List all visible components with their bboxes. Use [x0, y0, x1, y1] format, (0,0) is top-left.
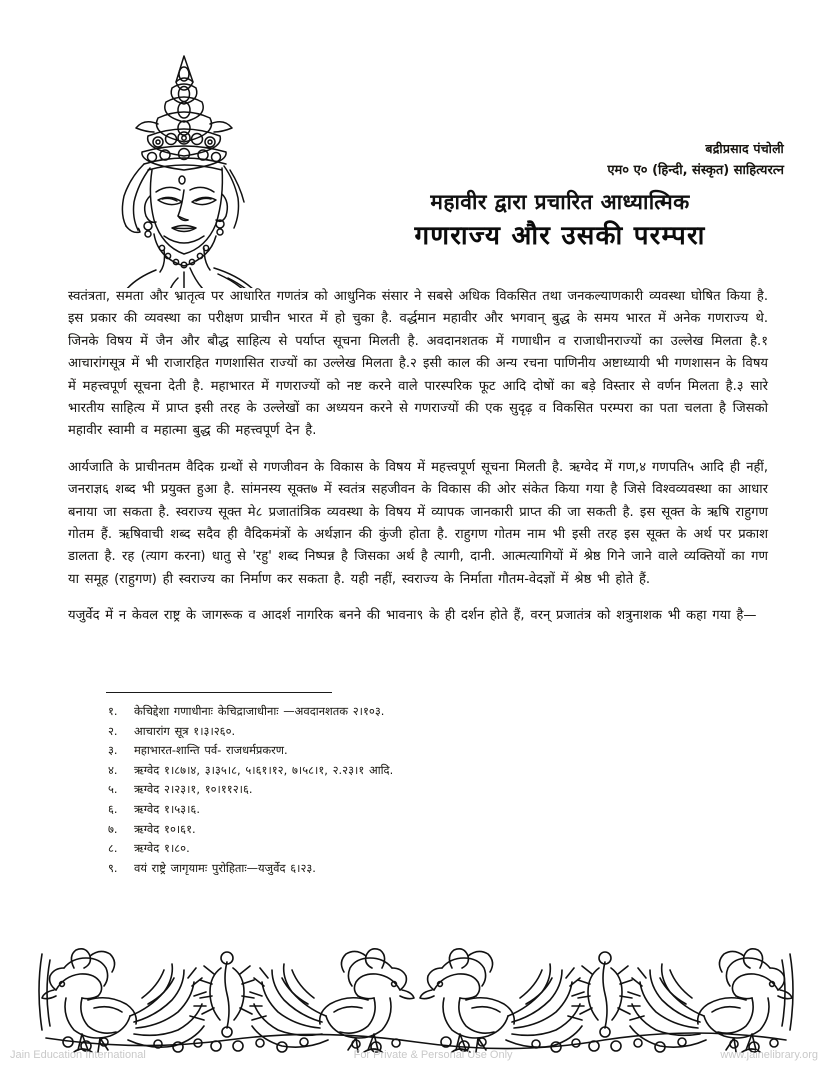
- footnote-number: ४.: [108, 762, 118, 777]
- footnote-text: महाभारत-शान्ति पर्व- राजधर्मप्रकरण.: [134, 743, 288, 758]
- footnote-text: केचिद्देशा गणाधीनाः केचिद्राजाधीनाः —अवदानशतक २।१०३.: [134, 704, 385, 718]
- footnote-list: [108, 702, 748, 878]
- footnote-number: ९.: [108, 860, 118, 875]
- footnote-text: ऋग्वेद १।८७।४, ३।३५।८, ५।६१।१२, ७।५८।१, २.२३।१ आदि.: [134, 762, 394, 777]
- footnote-item: [108, 761, 748, 781]
- footnote-text: ऋग्वेद २।२३।१, १०।११२।६.: [134, 782, 253, 797]
- footnote-item: [108, 859, 748, 879]
- footnote-number: ८.: [108, 841, 118, 856]
- footnote-item: [108, 800, 748, 820]
- footnote-item: [108, 820, 748, 840]
- footnote-text: आचारांग सूत्र १।३।२६०.: [134, 723, 236, 738]
- article-body: [68, 286, 768, 628]
- footnote-number: ७.: [108, 821, 118, 836]
- footnote-text: ऋग्वेद १।८०.: [134, 841, 190, 856]
- footnote-item: [108, 722, 748, 742]
- tirthankara-bust-illustration: [92, 38, 322, 288]
- author-name: बद्रीप्रसाद पंचोली: [705, 141, 784, 156]
- footer-left-text: Jain Education International: [10, 1049, 146, 1061]
- body-paragraph: स्वतंत्रता, समता और भ्रातृत्व पर आधारित गणतंत्र को आधुनिक संसार ने सबसे अधिक विकसित तथा जनकल्याणकारी व्यवस्था घोषित किया है. इस प्रकार की व्यवस्था का परीक्षण प्राचीन भारत में हो चुका है. वर्द्धमान महावीर और भगवान् बुद्ध के समय भारत में अनेक गणराज्य थे. जिनके विषय में जैन और बौद्ध साहित्य से पर्याप्त सूचना मिलती है. अवदानशतक में गणाधीन व राजाधीनराज्यों का उल्लेख मिलता है.१ आचारांगसूत्र में भी राजारहित गणशासित राज्यों का उल्लेख मिलता है.२ इसी काल की अन्य रचना पाणिनीय अष्टाध्यायी भी गणशासन के विषय में महत्त्वपूर्ण सूचना देती है. महाभारत में गणराज्यों को नष्ट करने वाले पारस्परिक फूट आदि दोषों का बड़े विस्तार से वर्णन मिलता है.३ सारे भारतीय साहित्य में प्राप्त इसी तरह के उल्लेखों का अध्ययन करने से गणराज्यों की एक सुदृढ़ व विकसित परम्परा का पता चलता है जिसको महावीर स्वामी व महात्मा बुद्ध की महत्त्वपूर्ण देन है.: [68, 289, 768, 439]
- footer-center-text: For Private & Personal Use Only: [353, 1049, 513, 1061]
- article-title-line-1: महावीर द्वारा प्रचारित आध्यात्मिक: [430, 190, 690, 215]
- footnote-text: वयं राष्ट्रे जागृयामः पुरोहिताः—यजुर्वेद ६।२३.: [134, 860, 316, 875]
- footnote-text: ऋग्वेद १०।६१.: [134, 821, 196, 836]
- footnote-item: [108, 780, 748, 800]
- footnote-text: ऋग्वेद १।५३।६.: [134, 801, 200, 816]
- author-credentials: एम० ए० (हिन्दी, संस्कृत) साहित्यरत्न: [607, 162, 784, 178]
- body-paragraph: यजुर्वेद में न केवल राष्ट्र के जागरूक व आदर्श नागरिक बनने की भावना९ के ही दर्शन होते हैं, वरन् प्रजातंत्र को शत्रुनाशक भी कहा गया है—: [68, 608, 757, 624]
- article-header: [330, 140, 790, 253]
- footnote-number: ३.: [108, 743, 118, 758]
- footnote-item: [108, 702, 748, 722]
- footnote-separator-rule: [106, 692, 332, 693]
- footnote-number: १.: [108, 704, 118, 718]
- peacock-scroll-border-ornament: [38, 930, 794, 1055]
- body-paragraph: आर्यजाति के प्राचीनतम वैदिक ग्रन्थों से गणजीवन के विकास के विषय में महत्त्वपूर्ण सूचना मिलती है. ऋग्वेद में गण,४ गणपति५ आदि ही नहीं, जनराज्ञ६ शब्द भी प्रयुक्त हुआ है. सांमनस्य सूक्त७ में स्वतंत्र सहजीवन के विकास की ओर संकेत किया गया है जिसे विश्वव्यवस्था का आधार बनाया जा सकता है. स्वराज्य सूक्त मे८ प्रजातांत्रिक व्यवस्था के विषय में व्यापक जानकारी प्राप्त की जा सकती है. इस सूक्त के ऋषि राहुगण गोतम हैं. ऋषिवाची शब्द सदैव ही वैदिकमंत्रों के अर्थज्ञान की कुंजी होता है. राहुगण गोतम नाम भी इसी तरह इस सूक्त के अर्थ पर प्रकाश डालता है. रह (त्याग करना) धातु से 'रहु' शब्द निष्पन्न है जिसका अर्थ है त्यागी, दानी. आत्मत्यागियों में श्रेष्ठ गिने जाने वाले व्यक्तियों का गण या समूह (राहुगण) ही स्वराज्य का निर्माण कर सकता है. यही नहीं, स्वराज्य के निर्माता गौतम-वेदज्ञों में श्रेष्ठ भी होते हैं.: [68, 459, 768, 587]
- footer-right-url: www.jainelibrary.org: [720, 1049, 818, 1061]
- footnote-number: ६.: [108, 801, 118, 816]
- article-title-line-2: गणराज्य और उसकी परम्परा: [414, 221, 706, 252]
- footnote-item: [108, 741, 748, 761]
- footnote-number: ५.: [108, 782, 118, 797]
- footnote-number: २.: [108, 723, 118, 738]
- footnote-item: [108, 839, 748, 859]
